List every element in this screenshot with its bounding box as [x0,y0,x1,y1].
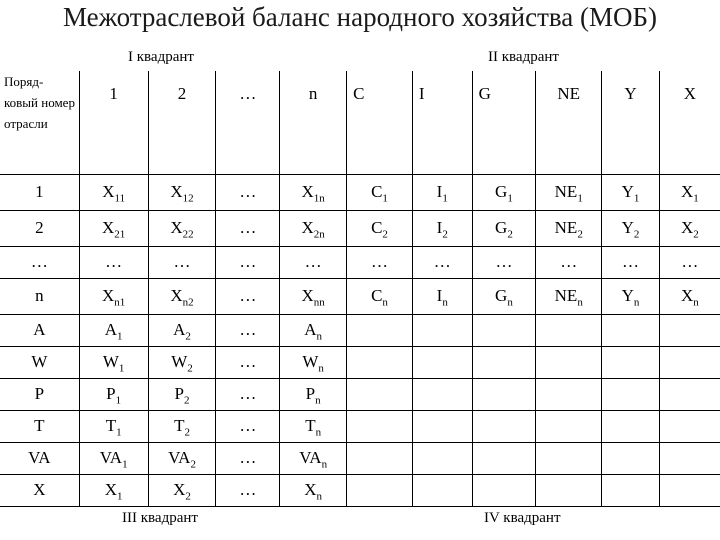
table-row [0,314,720,346]
row-header: … [0,246,79,278]
table-cell [79,278,148,314]
cell-symbol: G [495,218,508,237]
cell-subscript: 2 [382,228,388,241]
table-cell [536,246,602,278]
cell-subscript: 1 [442,192,448,205]
cell-symbol: … [239,218,257,237]
table-cell [148,246,216,278]
row-header: W [0,346,79,378]
table-cell [280,174,347,210]
table-cell [602,346,660,378]
cell-symbol: X [104,480,118,499]
table-cell [659,474,720,506]
table-row [0,378,720,410]
cell-symbol: NE [554,286,578,305]
table-cell [536,378,602,410]
table-cell [347,410,413,442]
table-cell [536,442,602,474]
table-cell [280,346,347,378]
cell-symbol: X [301,286,314,305]
table-row [0,278,720,314]
row-header: n [0,278,79,314]
cell-symbol: X [170,218,183,237]
table-cell [79,246,148,278]
table-cell [79,314,148,346]
cell-subscript: 2 [633,228,640,241]
cell-symbol: P [174,384,185,403]
cell-subscript: 1 [633,192,640,205]
cell-symbol: … [239,252,257,271]
cell-subscript: 1 [382,192,388,205]
cell-subscript: 12 [182,192,194,205]
cell-subscript: 1 [115,394,122,407]
cell-symbol: X [680,182,694,201]
cell-symbol: T [105,416,117,435]
table-cell [536,210,602,246]
table-cell [412,442,472,474]
cell-symbol: C [371,182,383,201]
table-cell [602,278,660,314]
cell-symbol: NE [554,182,578,201]
cell-subscript: 2 [184,394,190,407]
table-cell [79,442,148,474]
row-header: VA [0,442,79,474]
cell-subscript: 1 [117,490,123,503]
cell-symbol: … [239,182,257,201]
table-cell [472,410,536,442]
cell-symbol: C [371,218,383,237]
table-cell [412,246,472,278]
table-cell [347,210,413,246]
table-row [0,246,720,278]
cell-symbol: X [102,218,115,237]
table-cell [536,410,602,442]
cell-subscript: 1 [118,362,125,375]
cell-subscript: n [382,296,388,309]
cell-subscript: n [315,426,322,439]
table-cell [148,378,216,410]
cell-symbol: … [239,352,257,371]
quadrant-4-label: IV квадрант [484,510,561,526]
cell-symbol: … [239,384,257,403]
cell-subscript: 2 [190,458,196,471]
table-cell [472,442,536,474]
table-cell [79,174,148,210]
table-cell [412,474,472,506]
header-col: NE [536,71,602,174]
cell-symbol: X [170,286,183,305]
row-header: 1 [0,174,79,210]
cell-symbol: P [305,384,316,403]
row-header: P [0,378,79,410]
table-cell [280,378,347,410]
table-cell [148,410,216,442]
table-cell [347,278,413,314]
cell-symbol: … [621,252,639,271]
cell-symbol: A [173,320,186,339]
table-cell [148,174,216,210]
cell-subscript: 1 [507,192,513,205]
cell-subscript: 2 [185,330,191,343]
table-cell [79,346,148,378]
table-cell [602,314,660,346]
table-cell [79,474,148,506]
quadrant-3-label: III квадрант [122,510,198,526]
table-cell [602,442,660,474]
table-row [0,442,720,474]
cell-symbol: … [304,252,322,271]
table-cell [472,474,536,506]
table-cell [602,410,660,442]
table-cell [472,378,536,410]
table-cell [216,378,280,410]
table-row [0,174,720,210]
table-cell [148,474,216,506]
cell-symbol: X [680,286,694,305]
table-cell [536,278,602,314]
cell-symbol: VA [299,448,322,467]
header-col: G [472,71,536,174]
cell-symbol: Y [621,182,634,201]
table-cell [659,410,720,442]
cell-subscript: n [442,296,448,309]
table-cell [536,314,602,346]
table-cell [412,346,472,378]
cell-symbol: X [102,182,115,201]
cell-symbol: … [239,320,257,339]
header-col: 2 [148,71,216,174]
table-cell [472,210,536,246]
table-cell [280,442,347,474]
cell-subscript: 1 [693,192,699,205]
table-cell [602,378,660,410]
table-cell [602,474,660,506]
cell-symbol: W [302,352,319,371]
table-cell [148,278,216,314]
table-row [0,210,720,246]
cell-subscript: n [321,458,328,471]
cell-subscript: 2n [313,228,325,241]
table-cell [347,314,413,346]
cell-symbol: VA [168,448,191,467]
cell-subscript: 2 [184,426,190,439]
row-header: T [0,410,79,442]
table-cell [412,314,472,346]
header-col: C [347,71,413,174]
cell-symbol: X [102,286,115,305]
cell-subscript: n [633,296,640,309]
cell-symbol: VA [99,448,123,467]
cell-subscript: 1 [117,330,123,343]
table-cell [216,442,280,474]
table-cell [412,174,472,210]
table-cell [347,378,413,410]
cell-subscript: 1 [116,426,122,439]
cell-symbol: … [560,252,578,271]
cell-symbol: P [106,384,116,403]
cell-symbol: G [495,182,508,201]
cell-subscript: n [693,296,699,309]
table-cell [602,210,660,246]
cell-subscript: 11 [114,192,126,205]
cell-subscript: 1 [122,458,128,471]
table-cell [216,210,280,246]
table-cell [659,378,720,410]
table-cell [472,346,536,378]
header-col: … [216,71,280,174]
cell-subscript: 2 [693,228,699,241]
cell-symbol: … [239,448,257,467]
table-cell [216,474,280,506]
cell-symbol: X [301,218,314,237]
cell-subscript: n [577,296,583,309]
table-cell [412,278,472,314]
cell-subscript: n [316,490,323,503]
table-cell [148,442,216,474]
table-cell [148,210,216,246]
table-cell [216,278,280,314]
cell-symbol: Y [621,218,634,237]
table-cell [659,442,720,474]
table-cell [536,346,602,378]
table-cell [536,474,602,506]
cell-symbol: X [170,182,183,201]
header-col: I [412,71,472,174]
table-cell [347,442,413,474]
table-cell [280,314,347,346]
header-col: X [659,71,720,174]
cell-subscript: 2 [187,362,193,375]
table-cell [659,314,720,346]
table-cell [216,174,280,210]
cell-symbol: C [371,286,383,305]
cell-subscript: 21 [114,228,126,241]
table-cell [472,278,536,314]
cell-symbol: X [173,480,186,499]
cell-symbol: Y [621,286,634,305]
cell-symbol: T [174,416,185,435]
page-title: Межотраслевой баланс народного хозяйства (МОБ) [62,2,658,32]
table-cell [79,410,148,442]
table-cell [79,378,148,410]
cell-subscript: 2 [577,228,583,241]
table-cell [280,410,347,442]
table-cell [280,210,347,246]
cell-symbol: … [173,252,191,271]
quadrant-1-label: I квадрант [128,49,194,65]
cell-subscript: n [316,330,323,343]
cell-symbol: NE [554,218,578,237]
row-header: X [0,474,79,506]
table-row [0,474,720,506]
table-cell [659,210,720,246]
cell-symbol: … [239,480,257,499]
table-cell [347,346,413,378]
cell-subscript: n [318,362,324,375]
table-cell [216,314,280,346]
table-cell [412,378,472,410]
cell-symbol: I [436,182,443,201]
cell-subscript: 2 [507,228,513,241]
table-cell [148,314,216,346]
header-rowhead: Поряд- ковый номер отрасли [0,71,79,174]
cell-symbol: … [105,252,123,271]
cell-symbol: A [304,320,317,339]
cell-subscript: n [507,296,513,309]
cell-subscript: n [315,394,321,407]
table-cell [216,346,280,378]
cell-subscript: n1 [114,296,126,309]
cell-subscript: n2 [182,296,194,309]
cell-symbol: X [301,182,314,201]
row-header: A [0,314,79,346]
table-cell [216,246,280,278]
table-cell [659,346,720,378]
cell-symbol: W [171,352,188,371]
cell-symbol: … [681,252,699,271]
table-cell [280,278,347,314]
row-header: 2 [0,210,79,246]
cell-symbol: … [239,416,257,435]
table-row [0,346,720,378]
cell-symbol: T [305,416,316,435]
table-cell [659,246,720,278]
table-cell [659,174,720,210]
quadrant-2-label: II квадрант [488,49,559,65]
header-col: 1 [79,71,148,174]
table-cell [347,174,413,210]
table-cell [148,346,216,378]
table-cell [536,174,602,210]
cell-subscript: 22 [182,228,194,241]
cell-symbol: … [370,252,388,271]
table-cell [602,246,660,278]
cell-subscript: nn [313,296,325,309]
cell-subscript: 1 [577,192,583,205]
table-row [0,410,720,442]
table-cell [412,410,472,442]
cell-symbol: … [495,252,513,271]
cell-subscript: 2 [185,490,191,503]
header-row [0,71,720,174]
header-col: Y [602,71,660,174]
cell-symbol: I [436,286,443,305]
table-cell [659,278,720,314]
table-cell [216,410,280,442]
table-cell [602,174,660,210]
cell-symbol: … [433,252,451,271]
table-cell [280,246,347,278]
cell-symbol: X [680,218,694,237]
cell-symbol: X [304,480,317,499]
table-cell [472,314,536,346]
cell-symbol: A [104,320,118,339]
cell-symbol: … [239,286,257,305]
table-cell [79,210,148,246]
table-cell [472,174,536,210]
cell-symbol: I [436,218,443,237]
balance-table [0,71,720,507]
table-cell [280,474,347,506]
header-col: n [280,71,347,174]
cell-subscript: 2 [442,228,448,241]
cell-subscript: 1n [313,192,325,205]
cell-symbol: G [495,286,508,305]
table-cell [347,474,413,506]
table-cell [472,246,536,278]
table-cell [347,246,413,278]
cell-symbol: W [102,352,119,371]
table-cell [412,210,472,246]
